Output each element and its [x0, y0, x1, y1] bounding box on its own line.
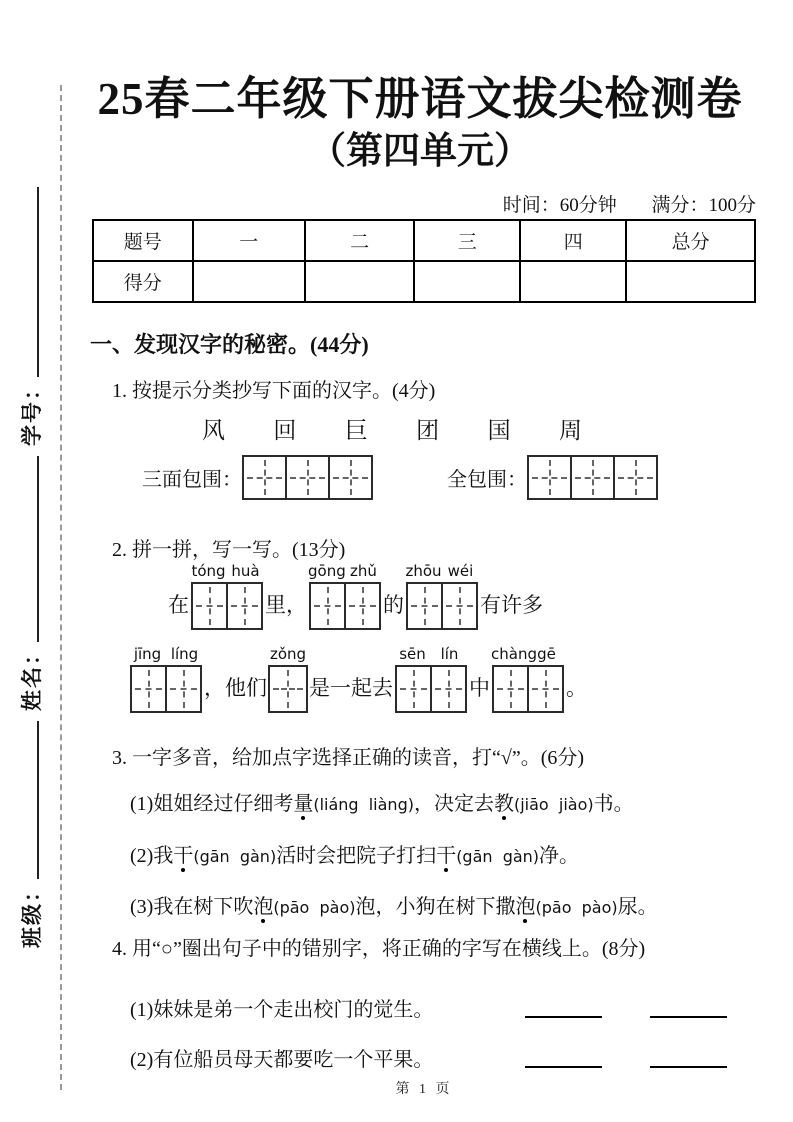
q3-prompt: 3. 一字多音，给加点字选择正确的读音，打“√”。(6分): [112, 747, 585, 769]
writing-grid-cell: [165, 665, 202, 713]
q4-sentence: (2)有位船员母天都要吃一个平果。: [130, 1049, 434, 1071]
q1-three-side-label: 三面包围：: [142, 469, 242, 491]
q4-answer-blank: [525, 1066, 602, 1068]
q3-dotted-char: 量: [293, 787, 313, 816]
q3-item-3: [130, 890, 658, 919]
q2-text: 的: [383, 593, 404, 617]
q2-pinyin-grid: [491, 643, 565, 713]
q4-sentence: (1)妹妹是弟一个走出校门的觉生。: [130, 999, 434, 1021]
pinyin-syllable: gōng: [308, 562, 346, 580]
q1-three-side-grid: [242, 455, 373, 500]
writing-grid-cell: [191, 582, 228, 630]
score-empty-cell: [193, 261, 306, 302]
q3-text: ，决定去: [413, 793, 494, 815]
writing-grid-cell: [285, 455, 330, 500]
score-header-cell: 四: [520, 220, 626, 261]
pinyin-syllable: wéi: [447, 562, 474, 580]
q4-item-1: [130, 993, 727, 1022]
q4-prompt: 4. 用“○”圈出句子中的错别字，将正确的字写在横线上。(8分): [112, 938, 646, 960]
q2-pinyin-grid: [308, 560, 382, 630]
score-empty-cell: [626, 261, 755, 302]
pinyin-syllable: jīng: [133, 645, 162, 663]
q3-pinyin-options: (liáng liàng): [313, 795, 414, 814]
writing-grid-cell: [395, 665, 432, 713]
q1-character: 周: [558, 418, 582, 443]
q3-pinyin-options: (jiāo jiào): [513, 795, 594, 814]
q1-prompt: 1. 按提示分类抄写下面的汉字。(4分): [112, 380, 436, 402]
q2-prompt: 2. 拼一拼，写一写。(13分): [112, 539, 346, 561]
q2-text: 有许多: [480, 593, 543, 617]
q2-text: 。: [566, 676, 587, 700]
student-id-label: 学号：: [20, 377, 44, 446]
paper-title: 25春二年级下册语文拔尖检测卷: [97, 74, 743, 124]
score-table-score-row: [93, 261, 755, 302]
q2-pinyin-grid: [405, 560, 479, 630]
binding-dashed-line: [60, 85, 62, 1090]
student-id-blank-line: [37, 187, 39, 377]
pinyin-syllable: zhǔ: [350, 562, 377, 580]
student-info-strip: [16, 177, 46, 948]
writing-grid-cell: [242, 455, 287, 500]
writing-grid-cell: [527, 455, 572, 500]
name-label: 姓名：: [20, 642, 44, 711]
score-header-cell: 三: [414, 220, 520, 261]
q2-pinyin-grid: [268, 643, 308, 713]
q3-text: 活时会把院子打扫: [276, 845, 437, 867]
q1-character: 风: [202, 418, 225, 443]
q2-text: 中: [469, 676, 490, 700]
q2-pinyin-grid: [190, 560, 264, 630]
q4-item-2: [130, 1043, 727, 1072]
time-limit: 时间：60分钟: [502, 195, 617, 216]
q3-text: (1)姐姐经过仔细考: [130, 793, 294, 815]
class-label: 班级：: [20, 879, 44, 948]
score-header-cell: 一: [193, 220, 306, 261]
q2-line1: [168, 560, 543, 630]
q3-dotted-char: 干: [173, 839, 193, 868]
pinyin-syllable: zǒng: [269, 645, 307, 663]
q3-dotted-char: 教: [494, 787, 514, 816]
score-empty-cell: [520, 261, 626, 302]
name-blank-line: [37, 456, 39, 642]
pinyin-syllable: tóng: [191, 562, 226, 580]
writing-grid-cell: [613, 455, 658, 500]
q2-pinyin-grid: [394, 643, 468, 713]
score-empty-cell: [414, 261, 520, 302]
section-one-heading: 一、发现汉字的秘密。(44分): [90, 332, 369, 357]
q3-pinyin-options: (pāo pào): [535, 898, 618, 917]
q3-text: (2)我: [130, 845, 174, 867]
q3-text: 泡，小狗在树下撒: [355, 896, 516, 918]
q2-pinyin-grid: [129, 643, 203, 713]
pinyin-syllable: sēn: [399, 645, 426, 663]
pinyin-syllable: chàng: [491, 645, 537, 663]
paper-subtitle: （第四单元）: [309, 131, 531, 172]
writing-grid-cell: [527, 665, 564, 713]
q3-text: (3)我在树下吹: [130, 896, 254, 918]
full-score: 满分：100分: [651, 195, 756, 216]
q3-pinyin-options: (pāo pào): [273, 898, 356, 917]
q3-pinyin-options: (gān gàn): [456, 847, 540, 866]
pinyin-syllable: huà: [231, 562, 260, 580]
q3-dotted-char: 干: [436, 839, 456, 868]
writing-grid-cell: [130, 665, 167, 713]
q2-text: 是一起去: [309, 676, 393, 700]
q2-text: 里，: [265, 593, 307, 617]
q2-text: 在: [168, 593, 189, 617]
q3-text: 书。: [593, 793, 634, 815]
q1-full-enclose-grid: [527, 455, 658, 500]
q3-item-2: [130, 839, 579, 868]
q1-character: 国: [487, 418, 511, 443]
q3-text: 尿。: [617, 896, 658, 918]
writing-grid-cell: [226, 582, 263, 630]
writing-grid-cell: [406, 582, 443, 630]
pinyin-syllable: lín: [440, 645, 459, 663]
score-header-cell: 题号: [93, 220, 193, 261]
writing-grid-cell: [328, 455, 373, 500]
class-blank-line: [37, 721, 39, 879]
q1-full-enclose-label: 全包围：: [447, 469, 527, 491]
q4-answer-blank: [525, 1016, 602, 1018]
q1-answer-grids: [142, 455, 658, 500]
q3-item-1: [130, 787, 634, 816]
q4-answer-blank: [650, 1066, 727, 1068]
writing-grid-cell: [344, 582, 381, 630]
writing-grid-cell: [570, 455, 615, 500]
score-empty-cell: [305, 261, 414, 302]
score-row-label: 得分: [93, 261, 193, 302]
score-header-cell: 二: [305, 220, 414, 261]
pinyin-syllable: líng: [170, 645, 199, 663]
writing-grid-cell: [430, 665, 467, 713]
page-number: 第 1 页: [395, 1082, 453, 1097]
writing-grid-cell: [441, 582, 478, 630]
q2-line2: [128, 643, 587, 713]
q4-answer-blank: [650, 1016, 727, 1018]
pinyin-syllable: zhōu: [405, 562, 442, 580]
pinyin-syllable: gē: [537, 645, 556, 663]
q1-character: 团: [416, 418, 440, 443]
score-header-cell: 总分: [626, 220, 755, 261]
score-table: [92, 219, 756, 303]
score-table-header-row: [93, 220, 755, 261]
writing-grid-cell: [492, 665, 529, 713]
q3-dotted-char: 泡: [515, 890, 535, 919]
q3-pinyin-options: (gān gàn): [193, 847, 277, 866]
q1-character: 回: [273, 418, 297, 443]
q3-dotted-char: 泡: [253, 890, 273, 919]
writing-grid-cell: [268, 665, 308, 713]
q1-character: 巨: [344, 418, 368, 443]
q1-character-row: [202, 412, 582, 445]
writing-grid-cell: [309, 582, 346, 630]
q3-text: 净。: [539, 845, 580, 867]
exam-info-line: [92, 190, 756, 217]
q2-text: ，他们: [204, 676, 267, 700]
